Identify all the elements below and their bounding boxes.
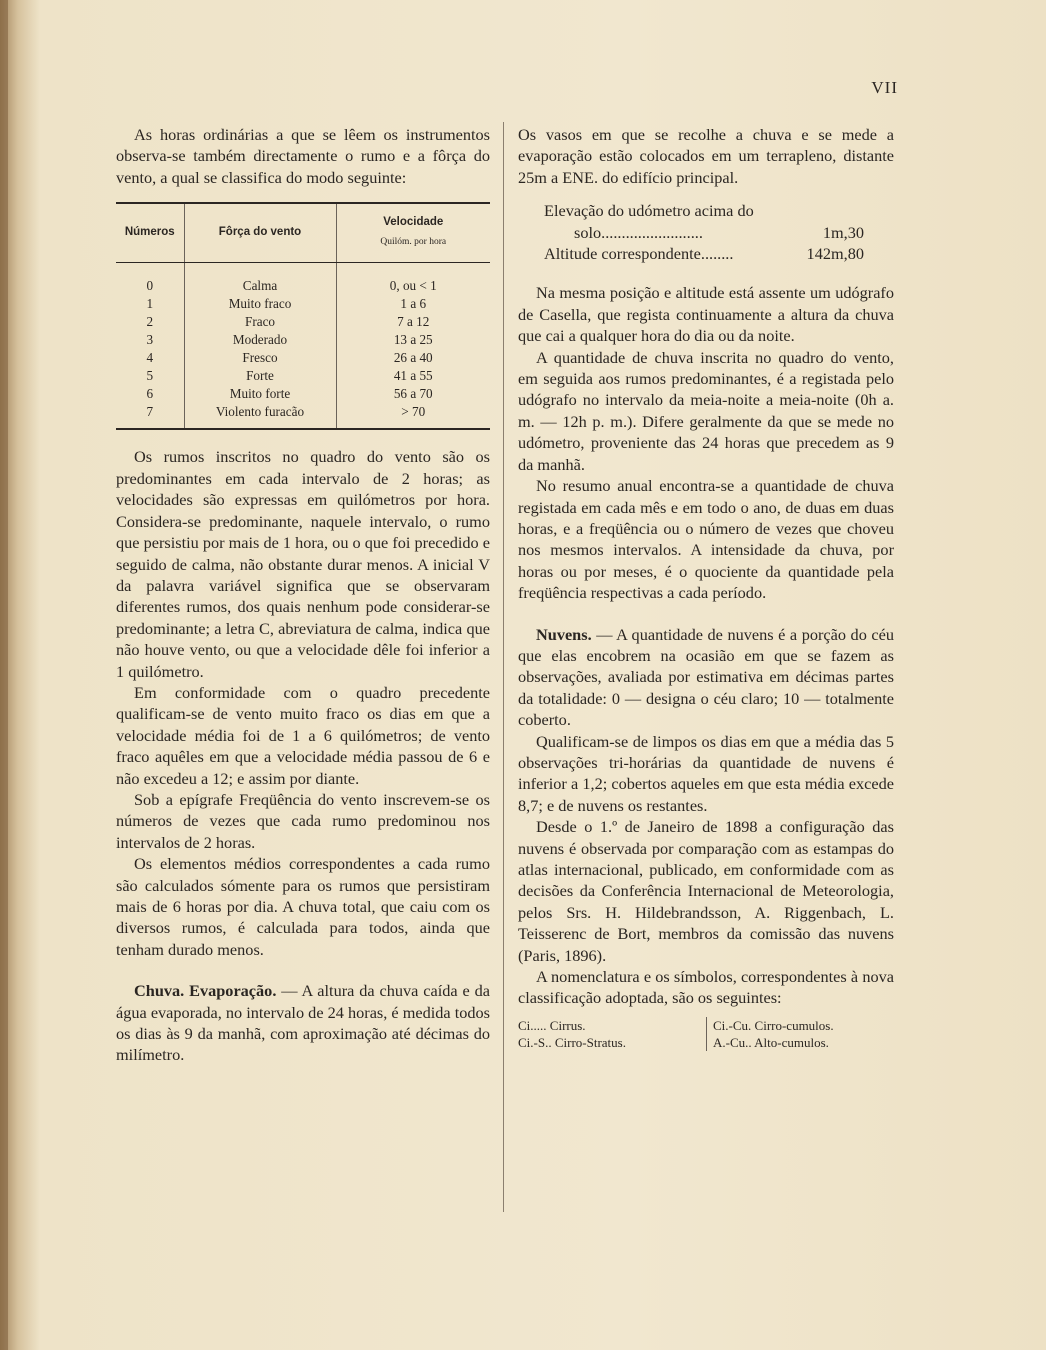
wind-force-table	[116, 202, 490, 430]
header-forca: Fôrça do vento	[184, 203, 336, 263]
header-velocidade-unit: Quilóm. por hora	[380, 237, 447, 248]
chuva-heading: Chuva. Evaporação.	[134, 981, 277, 1001]
cell-numero: 3	[146, 331, 154, 347]
table-row	[116, 263, 490, 295]
table-row	[116, 331, 490, 349]
header-numeros: Números	[116, 203, 184, 263]
left-paragraph-4: Sob a epígrafe Freqüência do vento inscrevem-se os números de vezes que cada rumo predominou nos intervalos de 2 horas.	[116, 789, 490, 852]
nuvens-text: — A quantidade de nuvens é a porção do céu que elas encobrem na ocasião em que se fazem as observações, avaliada por estimativa em décimas partes da totalidade: 0 — designa o céu claro; 10 — totalmente coberto.	[518, 624, 894, 730]
table-row	[116, 367, 490, 385]
header-velocidade	[336, 203, 490, 263]
cell-forca: Muito forte	[184, 385, 336, 403]
binding-edge	[0, 0, 8, 1350]
altitude-value: 142m,80	[806, 244, 864, 264]
altitude-label: Altitude correspondente........	[544, 244, 734, 264]
cell-velocidade: 56 a 70	[336, 385, 490, 403]
cell-forca: Moderado	[184, 331, 336, 349]
right-paragraph-8: A nomenclatura e os símbolos, correspondentes à nova classificação adoptada, são os seguintes:	[518, 967, 894, 1008]
cell-forca: Calma	[184, 263, 336, 295]
elevation-solo-label: solo.........................	[574, 222, 703, 242]
cloud-cirro-cumulos: Ci.-Cu. Cirro-cumulos.	[713, 1017, 834, 1033]
cloud-cirro-stratus: Ci.-S.. Cirro-Stratus.	[518, 1034, 626, 1050]
cell-forca: Fresco	[184, 349, 336, 367]
cell-forca: Fraco	[184, 313, 336, 331]
right-paragraph-4: No resumo anual encontra-se a quantidade de chuva registada em cada mês e em todo o ano, de duas em duas horas, e a freqüência ou o número de vezes que choveu nos mesmos intervalos. A intensidade da chuva, por horas ou por meses, é o quociente da quantidade pela freqüência respectivas a cada período.	[518, 476, 894, 603]
left-paragraph-1: As horas ordinárias a que se lêem os instrumentos observa-se também directamente o rumo e a fôrça do vento, a qual se classifica do modo seguinte:	[116, 125, 490, 187]
cell-numero: 5	[146, 367, 154, 383]
elevation-line-1: Elevação do udómetro acima do	[544, 201, 754, 221]
cell-forca: Violento furacão	[184, 403, 336, 430]
header-velocidade-label: Velocidade	[383, 216, 444, 229]
cell-forca: Muito fraco	[184, 295, 336, 313]
right-column	[518, 124, 894, 1051]
elevation-solo-value: 1m,30	[822, 222, 864, 242]
table-row	[116, 403, 490, 430]
cloud-alto-cumulos: A.-Cu.. Alto-cumulos.	[713, 1034, 829, 1050]
cell-velocidade: 1 a 6	[336, 295, 490, 313]
page-number: VII	[871, 78, 898, 97]
right-paragraph-2: Na mesma posição e altitude está assente um udógrafo de Casella, que regista continuamente a altura da chuva que cai a qualquer hora do dia ou da noite.	[518, 283, 894, 346]
left-paragraph-5: Os elementos médios correspondentes a cada rumo são calculados sómente para os rumos que persistiram mais de 6 horas por dia. A chuva total, que caiu com os diversos rumos, é calculada para todos, ainda que tenham durado menos.	[116, 854, 490, 959]
nuvens-heading: Nuvens.	[536, 624, 592, 644]
cell-numero: 7	[116, 403, 184, 430]
table-row	[116, 313, 490, 331]
cell-velocidade: 41 a 55	[336, 367, 490, 385]
chuva-section	[116, 980, 490, 1066]
column-divider	[503, 122, 504, 1212]
cell-numero: 2	[146, 314, 154, 330]
cell-numero: 6	[146, 385, 154, 401]
cell-velocidade: 0, ou < 1	[336, 263, 490, 295]
right-paragraph-3: A quantidade de chuva inscrita no quadro do vento, em seguida aos rumos predominantes, é a registada pelo udógrafo no intervalo da meia-noite a meia-noite (0h a. m. — 12h p. m.). Difere geralmente da que se mede no udómetro, proveniente das 24 horas que precedem as 9 da manhã.	[518, 347, 894, 474]
chuva-text: — A altura da chuva caída e da água evaporada, no intervalo de 24 horas, é medida todos os dias às 9 da manhã, com aproximação até décimas do milímetro.	[116, 981, 490, 1065]
right-paragraph-6: Qualificam-se de limpos os dias em que a média das 5 observações tri-horárias da quantidade de nuvens é inferior a 1,2; cobertos aqueles em que esta média excede 8,7; e de nuvens os restantes.	[518, 731, 894, 815]
cell-numero: 0	[146, 278, 154, 294]
table-row	[116, 349, 490, 367]
left-paragraph-3: Em conformidade com o quadro precedente qualificam-se de vento muito fraco os dias em que a velocidade média foi de 1 a 6 quilómetros; de vento fraco aquêles em que a velocidade média passou de 6 e não excedeu a 12; e assim por diante.	[116, 682, 490, 788]
right-paragraph-7: Desde o 1.º de Janeiro de 1898 a configuração das nuvens é observada por comparação com as estampas do atlas internacional, publicado, em conformidade com as decisões da Conferência Internacional de Meteorologia, pelos Srs. H. Hildebrandsson, A. Riggenbach, L. Teisserenc de Bort, membros da comissão das nuvens (Paris, 1896).	[518, 817, 894, 965]
elevation-block	[544, 200, 894, 264]
left-column	[116, 124, 490, 1066]
cell-velocidade: 13 a 25	[336, 331, 490, 349]
cloud-cirrus: Ci..... Cirrus.	[518, 1017, 586, 1033]
right-paragraph-1: Os vasos em que se recolhe a chuva e se mede a evaporação estão colocados em um terrapleno, distante 25m a ENE. do edifício principal.	[518, 125, 894, 187]
cell-velocidade: 26 a 40	[336, 349, 490, 367]
cell-numero: 1	[146, 296, 154, 312]
table-row	[116, 295, 490, 313]
cell-velocidade: > 70	[336, 403, 490, 430]
cell-velocidade: 7 a 12	[336, 313, 490, 331]
nuvens-section	[518, 624, 894, 731]
cell-numero: 4	[146, 349, 154, 365]
left-paragraph-2: Os rumos inscritos no quadro do vento são os predominantes em cada intervalo de 2 horas; as velocidades são expressas em quilómetros por hora. Considera-se predominante, naquele intervalo, o rumo que persistiu por mais de 1 hora, ou o que foi precedido e seguido de calma, não obstante durar menos. A inicial V da palavra variável significa que se observaram diferentes rumos, dos quais nenhum pode considerar-se predominante; a letra C, abreviatura de calma, indica que não houve vento, ou que a velocidade dêle foi inferior a 1 quilómetro.	[116, 447, 490, 681]
cell-forca: Forte	[184, 367, 336, 385]
cloud-nomenclature	[518, 1017, 894, 1051]
table-row	[116, 385, 490, 403]
